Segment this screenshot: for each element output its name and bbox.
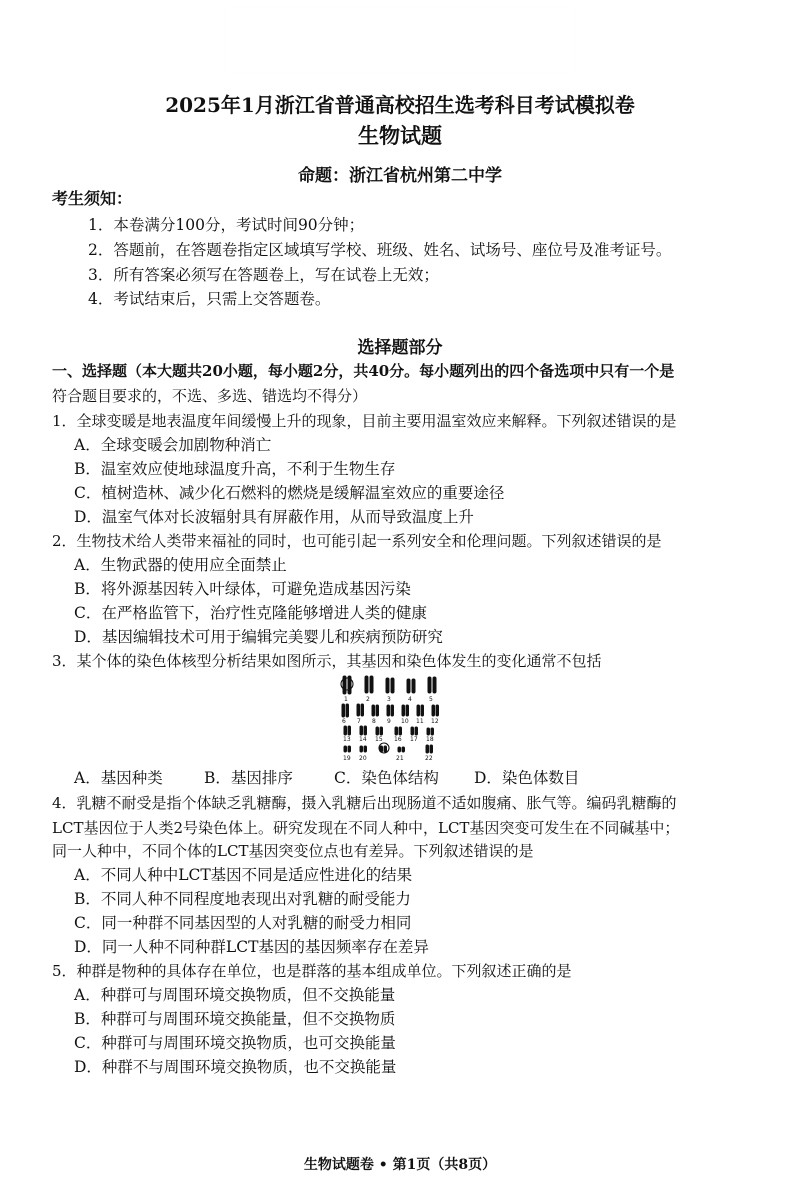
karyotype-label: 20: [359, 755, 367, 762]
q3-option-a: A．基因种类: [74, 769, 163, 787]
q5-option-b: B．种群可与周围环境交换能量，但不交换物质: [74, 1010, 396, 1028]
notice-item-2: 2．答题前，在答题卷指定区域填写学校、班级、姓名、试场号、座位号及准考证号。: [88, 241, 672, 259]
q2-stem: 2．生物技术给人类带来福祉的同时，也可能引起一系列安全和伦理问题。下列叙述错误的是: [52, 532, 662, 550]
karyotype-label: 1: [344, 696, 348, 703]
q4-stem-line3: 同一人种中，不同个体的LCT基因突变位点也有差异。下列叙述错误的是: [52, 842, 534, 860]
karyotype-label: 3: [387, 696, 391, 703]
q2-option-d: D．基因编辑技术可用于编辑完美婴儿和疾病预防研究: [74, 628, 443, 646]
karyotype-label: 21: [396, 755, 404, 762]
karyotype-row-1: [343, 676, 436, 694]
redacted-header-box: [226, 8, 574, 72]
q1-option-a: A．全球变暖会加剧物种消亡: [74, 436, 272, 454]
q1-stem: 1．全球变暖是地表温度年间缓慢上升的现象，目前主要用温室效应来解释。下列叙述错误的是: [52, 412, 677, 430]
notice-item-4: 4．考试结束后，只需上交答题卷。: [88, 290, 331, 308]
q4-option-b: B．不同人种不同程度地表现出对乳糖的耐受能力: [74, 890, 411, 908]
q2-option-a: A．生物武器的使用应全面禁止: [74, 556, 287, 574]
q4-stem-line1: 4．乳糖不耐受是指个体缺乏乳糖酶，摄入乳糖后出现肠道不适如腹痛、胀气等。编码乳糖酶的: [52, 794, 677, 812]
karyotype-figure: [340, 672, 450, 764]
karyotype-label: 6: [342, 718, 346, 725]
q5-option-a: A．种群可与周围环境交换物质，但不交换能量: [74, 986, 396, 1004]
karyotype-label: 8: [372, 718, 376, 725]
q5-option-c: C．种群可与周围环境交换物质，也可交换能量: [74, 1034, 396, 1052]
q3-option-b: B．基因排序: [204, 769, 293, 787]
q1-option-d: D．温室气体对长波辐射具有屏蔽作用，从而导致温度上升: [74, 508, 474, 526]
karyotype-label: 12: [431, 718, 439, 725]
exam-title: 2025年1月浙江省普通高校招生选考科目考试模拟卷: [165, 93, 635, 117]
exam-author: 命题：浙江省杭州第二中学: [298, 166, 502, 186]
karyotype-row-2: [342, 704, 439, 717]
q3-option-d: D．染色体数目: [474, 769, 580, 787]
karyotype-label: 5: [429, 696, 433, 703]
karyotype-label: 11: [416, 718, 424, 725]
notice-item-1: 1．本卷满分100分，考试时间90分钟；: [88, 216, 365, 234]
karyotype-label: 18: [426, 736, 434, 743]
q4-option-a: A．不同人种中LCT基因不同是适应性进化的结果: [74, 866, 413, 884]
notice-item-3: 3．所有答案必须写在答题卷上，写在试卷上无效；: [88, 266, 439, 284]
section-title: 选择题部分: [357, 338, 443, 358]
karyotype-label: 13: [343, 736, 351, 743]
karyotype-label: 22: [425, 755, 433, 762]
q1-option-c: C．植树造林、减少化石燃料的燃烧是缓解温室效应的重要途径: [74, 484, 505, 502]
exam-subtitle: 生物试题: [358, 123, 442, 148]
karyotype-label: 9: [387, 718, 391, 725]
q4-stem-line2: LCT基因位于人类2号染色体上。研究发现在不同人种中，LCT基因突变可发生在不同碱基中；: [52, 819, 680, 837]
karyotype-label: 15: [375, 736, 383, 743]
q2-option-b: B．将外源基因转入叶绿体，可避免造成基因污染: [74, 580, 411, 598]
q3-option-c: C．染色体结构: [334, 769, 439, 787]
karyotype-label: 19: [343, 755, 351, 762]
q4-option-d: D．同一人种不同种群LCT基因的基因频率存在差异: [74, 938, 429, 956]
karyotype-label: 17: [410, 736, 418, 743]
section-intro-line2: 符合题目要求的，不选、多选、错选均不得分）: [52, 387, 368, 405]
karyotype-row-3: [344, 726, 434, 735]
q4-option-c: C．同一种群不同基因型的人对乳糖的耐受力相同: [74, 914, 412, 932]
karyotype-label: 14: [359, 736, 367, 743]
notice-heading: 考生须知：: [52, 189, 133, 208]
karyotype-label: 7: [357, 718, 361, 725]
page-footer: 生物试题卷 • 第1页（共8页）: [303, 1157, 497, 1173]
section-intro-line1: 一、选择题（本大题共20小题，每小题2分，共40分。每小题列出的四个备选项中只有一个是: [52, 362, 675, 380]
q5-option-d: D．种群不与周围环境交换物质，也不交换能量: [74, 1058, 397, 1076]
q3-stem: 3．某个体的染色体核型分析结果如图所示，其基因和染色体发生的变化通常不包括: [52, 652, 602, 670]
karyotype-label: 4: [408, 696, 412, 703]
q2-option-c: C．在严格监管下，治疗性克隆能够增进人类的健康: [74, 604, 427, 622]
karyotype-label: 2: [366, 696, 370, 703]
q5-stem: 5．种群是物种的具体存在单位，也是群落的基本组成单位。下列叙述正确的是: [52, 962, 572, 980]
karyotype-label: 16: [394, 736, 402, 743]
q1-option-b: B．温室效应使地球温度升高，不利于生物生存: [74, 460, 396, 478]
karyotype-label: 10: [401, 718, 409, 725]
